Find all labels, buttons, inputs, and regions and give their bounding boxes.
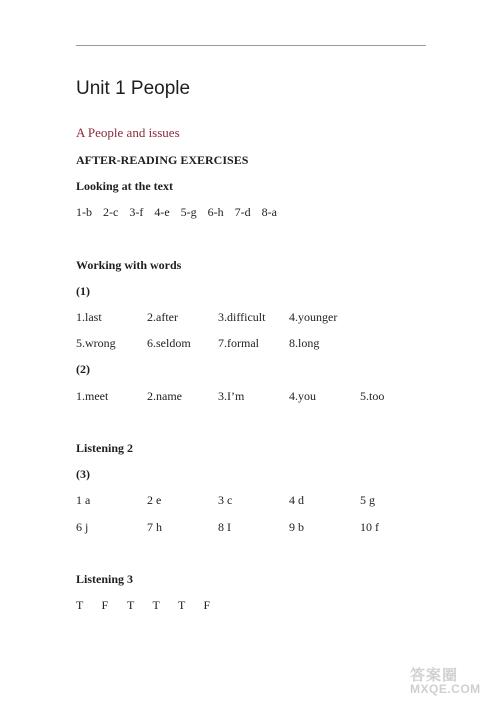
- after-reading-heading: AFTER-READING EXERCISES: [76, 153, 249, 167]
- listening2-row2: [76, 520, 431, 535]
- answer-item: F: [101, 598, 109, 612]
- answer-item: 1.last: [76, 310, 102, 324]
- part1-row1: [76, 310, 360, 325]
- answer-item: 1.meet: [76, 389, 109, 403]
- unit-title: Unit 1 People: [76, 78, 191, 99]
- answer-item: 2-c: [103, 205, 119, 219]
- answer-item: 6-h: [207, 205, 224, 219]
- answer-item: 8-a: [261, 205, 277, 219]
- looking-answers-row: [76, 205, 277, 220]
- answer-item: 7 h: [147, 520, 162, 534]
- answer-item: 2 e: [147, 493, 162, 507]
- answer-item: F: [203, 598, 211, 612]
- answer-item: T: [178, 598, 186, 612]
- answer-item: 2.after: [147, 310, 178, 324]
- answer-item: 7.formal: [218, 336, 259, 350]
- answer-item: T: [76, 598, 84, 612]
- answer-item: 10 f: [360, 520, 379, 534]
- answer-item: 4-e: [154, 205, 170, 219]
- answer-item: 3-f: [129, 205, 144, 219]
- answer-item: 5.wrong: [76, 336, 116, 350]
- looking-at-text-heading: Looking at the text: [76, 179, 173, 193]
- answer-item: 6 j: [76, 520, 89, 534]
- answer-item: 5-g: [180, 205, 197, 219]
- answer-item: 3.difficult: [218, 310, 266, 324]
- listening3-heading: Listening 3: [76, 572, 134, 586]
- answer-item: 1 a: [76, 493, 91, 507]
- answer-item: 5 g: [360, 493, 375, 507]
- answer-item: 3.I’m: [218, 389, 245, 403]
- site-watermark: [410, 664, 481, 696]
- part2-label: (2): [76, 362, 90, 376]
- listening2-row1: [76, 493, 431, 508]
- answer-item: T: [127, 598, 135, 612]
- answer-item: 9 b: [289, 520, 304, 534]
- part1-row2: [76, 336, 360, 351]
- working-with-words-heading: Working with words: [76, 258, 182, 272]
- listening2-heading: Listening 2: [76, 441, 134, 455]
- watermark-top: 答案圈: [410, 667, 459, 684]
- section-title: A People and issues: [76, 125, 180, 140]
- answer-item: 8 I: [218, 520, 231, 534]
- answer-item: 5.too: [360, 389, 385, 403]
- part1-label: (1): [76, 284, 90, 298]
- answer-item: 4 d: [289, 493, 304, 507]
- answer-item: 4.you: [289, 389, 316, 403]
- watermark-bottom: MXQE.COM: [410, 682, 481, 696]
- header-rule: [76, 45, 426, 46]
- answer-item: 6.seldom: [147, 336, 191, 350]
- answer-item: 7-d: [234, 205, 251, 219]
- answer-item: 1-b: [76, 205, 92, 219]
- answer-item: 8.long: [289, 336, 320, 350]
- answer-item: 3 c: [218, 493, 233, 507]
- listening3-answers-row: [76, 598, 229, 613]
- answer-item: 4.younger: [289, 310, 338, 324]
- answer-item: T: [152, 598, 160, 612]
- part2-row1: [76, 389, 431, 404]
- answer-item: 2.name: [147, 389, 182, 403]
- listening2-label: (3): [76, 467, 90, 481]
